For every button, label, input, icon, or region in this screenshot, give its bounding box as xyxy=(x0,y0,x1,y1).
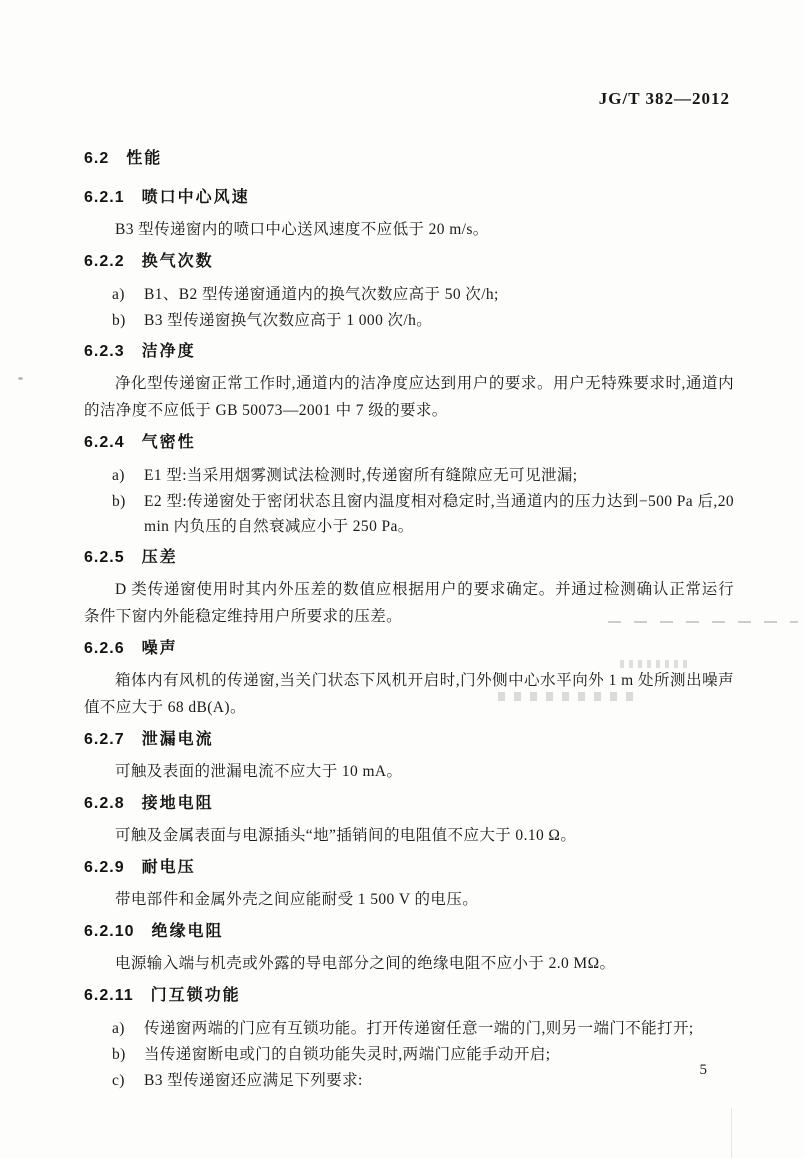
list-item-text: B3 型传递窗换气次数应高于 1 000 次/h。 xyxy=(144,312,433,329)
lettered-list xyxy=(84,1016,734,1093)
document-content xyxy=(84,128,734,1093)
scan-artifact-dot xyxy=(18,377,23,380)
list-item-text: 当传递窗断电或门的自锁功能失灵时,两端门应能手动开启; xyxy=(144,1046,551,1063)
section-number: 6.2.11 xyxy=(84,987,134,1004)
list-item xyxy=(84,1042,734,1067)
list-item-text: 传递窗两端的门应有互锁功能。打开传递窗任意一端的门,则另一端门不能打开; xyxy=(144,1020,694,1037)
section-title: 性能 xyxy=(126,150,163,167)
section-heading-6.2 xyxy=(84,149,734,169)
section-title: 压差 xyxy=(141,549,178,566)
section-number: 6.2.3 xyxy=(84,343,125,360)
section-heading-6.2.4 xyxy=(84,433,734,453)
section-title: 绝缘电阻 xyxy=(151,923,224,940)
section-number: 6.2.10 xyxy=(84,923,135,940)
list-item-label: a) xyxy=(112,286,125,303)
section-heading-6.2.5 xyxy=(84,548,734,568)
list-item xyxy=(84,308,734,333)
section-title: 气密性 xyxy=(141,434,196,451)
list-item-label: c) xyxy=(112,1072,125,1089)
lettered-list xyxy=(84,463,734,539)
paragraph: 可触及表面的泄漏电流不应大于 10 mA。 xyxy=(115,763,403,780)
section-title: 接地电阻 xyxy=(141,795,214,812)
running-header-standard-code: JG/T 382—2012 xyxy=(598,89,730,108)
section-title: 耐电压 xyxy=(141,859,196,876)
paragraph: 箱体内有风机的传递窗,当关门状态下风机开启时,门外侧中心水平向外 1 m 处所测出噪声值不应大于 68 dB(A)。 xyxy=(84,672,734,716)
section-title: 泄漏电流 xyxy=(141,731,214,748)
list-item-label: a) xyxy=(112,467,125,484)
paragraph: 电源输入端与机壳或外露的导电部分之间的绝缘电阻不应小于 2.0 MΩ。 xyxy=(115,955,616,972)
section-number: 6.2.2 xyxy=(84,253,125,270)
section-number: 6.2.1 xyxy=(84,189,125,206)
section-number: 6.2 xyxy=(84,150,110,167)
section-number: 6.2.5 xyxy=(84,549,125,566)
paragraph: 净化型传递窗正常工作时,通道内的洁净度应达到用户的要求。用户无特殊要求时,通道内的洁净度不应低于 GB 50073—2001 中 7 级的要求。 xyxy=(84,375,734,419)
section-heading-6.2.9 xyxy=(84,858,734,878)
section-title: 洁净度 xyxy=(141,343,196,360)
list-item xyxy=(84,489,734,539)
paragraph: D 类传递窗使用时其内外压差的数值应根据用户的要求确定。并通过检测确认正常运行条件下窗内外能稳定维持用户所要求的压差。 xyxy=(84,581,734,625)
section-heading-6.2.1 xyxy=(84,188,734,208)
section-heading-6.2.11 xyxy=(84,986,734,1006)
list-item-text: B1、B2 型传递窗通道内的换气次数应高于 50 次/h; xyxy=(144,286,499,303)
page-number: 5 xyxy=(699,1062,707,1078)
list-item xyxy=(84,1016,734,1041)
list-item-label: a) xyxy=(112,1020,125,1037)
section-heading-6.2.2 xyxy=(84,252,734,272)
list-item-text: E2 型:传递窗处于密闭状态且窗内温度相对稳定时,当通道内的压力达到−500 Pa 后,20 min 内负压的自然衰减应小于 250 Pa。 xyxy=(144,493,734,535)
list-item xyxy=(84,282,734,307)
list-item-label: b) xyxy=(112,312,126,329)
section-number: 6.2.7 xyxy=(84,731,125,748)
section-heading-6.2.3 xyxy=(84,342,734,362)
scan-artifact-edge-line xyxy=(731,1108,732,1158)
list-item xyxy=(84,1068,734,1093)
section-heading-6.2.6 xyxy=(84,639,734,659)
section-title: 噪声 xyxy=(141,640,178,657)
section-title: 门互锁功能 xyxy=(150,987,241,1004)
section-title: 喷口中心风速 xyxy=(141,189,250,206)
section-number: 6.2.8 xyxy=(84,795,125,812)
list-item-label: b) xyxy=(112,1046,126,1063)
list-item-label: b) xyxy=(112,493,126,510)
section-heading-6.2.8 xyxy=(84,794,734,814)
list-item xyxy=(84,463,734,488)
section-number: 6.2.4 xyxy=(84,434,125,451)
section-title: 换气次数 xyxy=(141,253,214,270)
paragraph: 可触及金属表面与电源插头“地”插销间的电阻值不应大于 0.10 Ω。 xyxy=(115,827,577,844)
list-item-text: E1 型:当采用烟雾测试法检测时,传递窗所有缝隙应无可见泄漏; xyxy=(144,467,578,484)
list-item-text: B3 型传递窗还应满足下列要求: xyxy=(144,1072,363,1089)
paragraph: B3 型传递窗内的喷口中心送风速度不应低于 20 m/s。 xyxy=(115,221,489,238)
lettered-list xyxy=(84,282,734,333)
section-number: 6.2.9 xyxy=(84,859,125,876)
section-heading-6.2.7 xyxy=(84,730,734,750)
section-number: 6.2.6 xyxy=(84,640,125,657)
section-heading-6.2.10 xyxy=(84,922,734,942)
paragraph: 带电部件和金属外壳之间应能耐受 1 500 V 的电压。 xyxy=(115,891,479,908)
